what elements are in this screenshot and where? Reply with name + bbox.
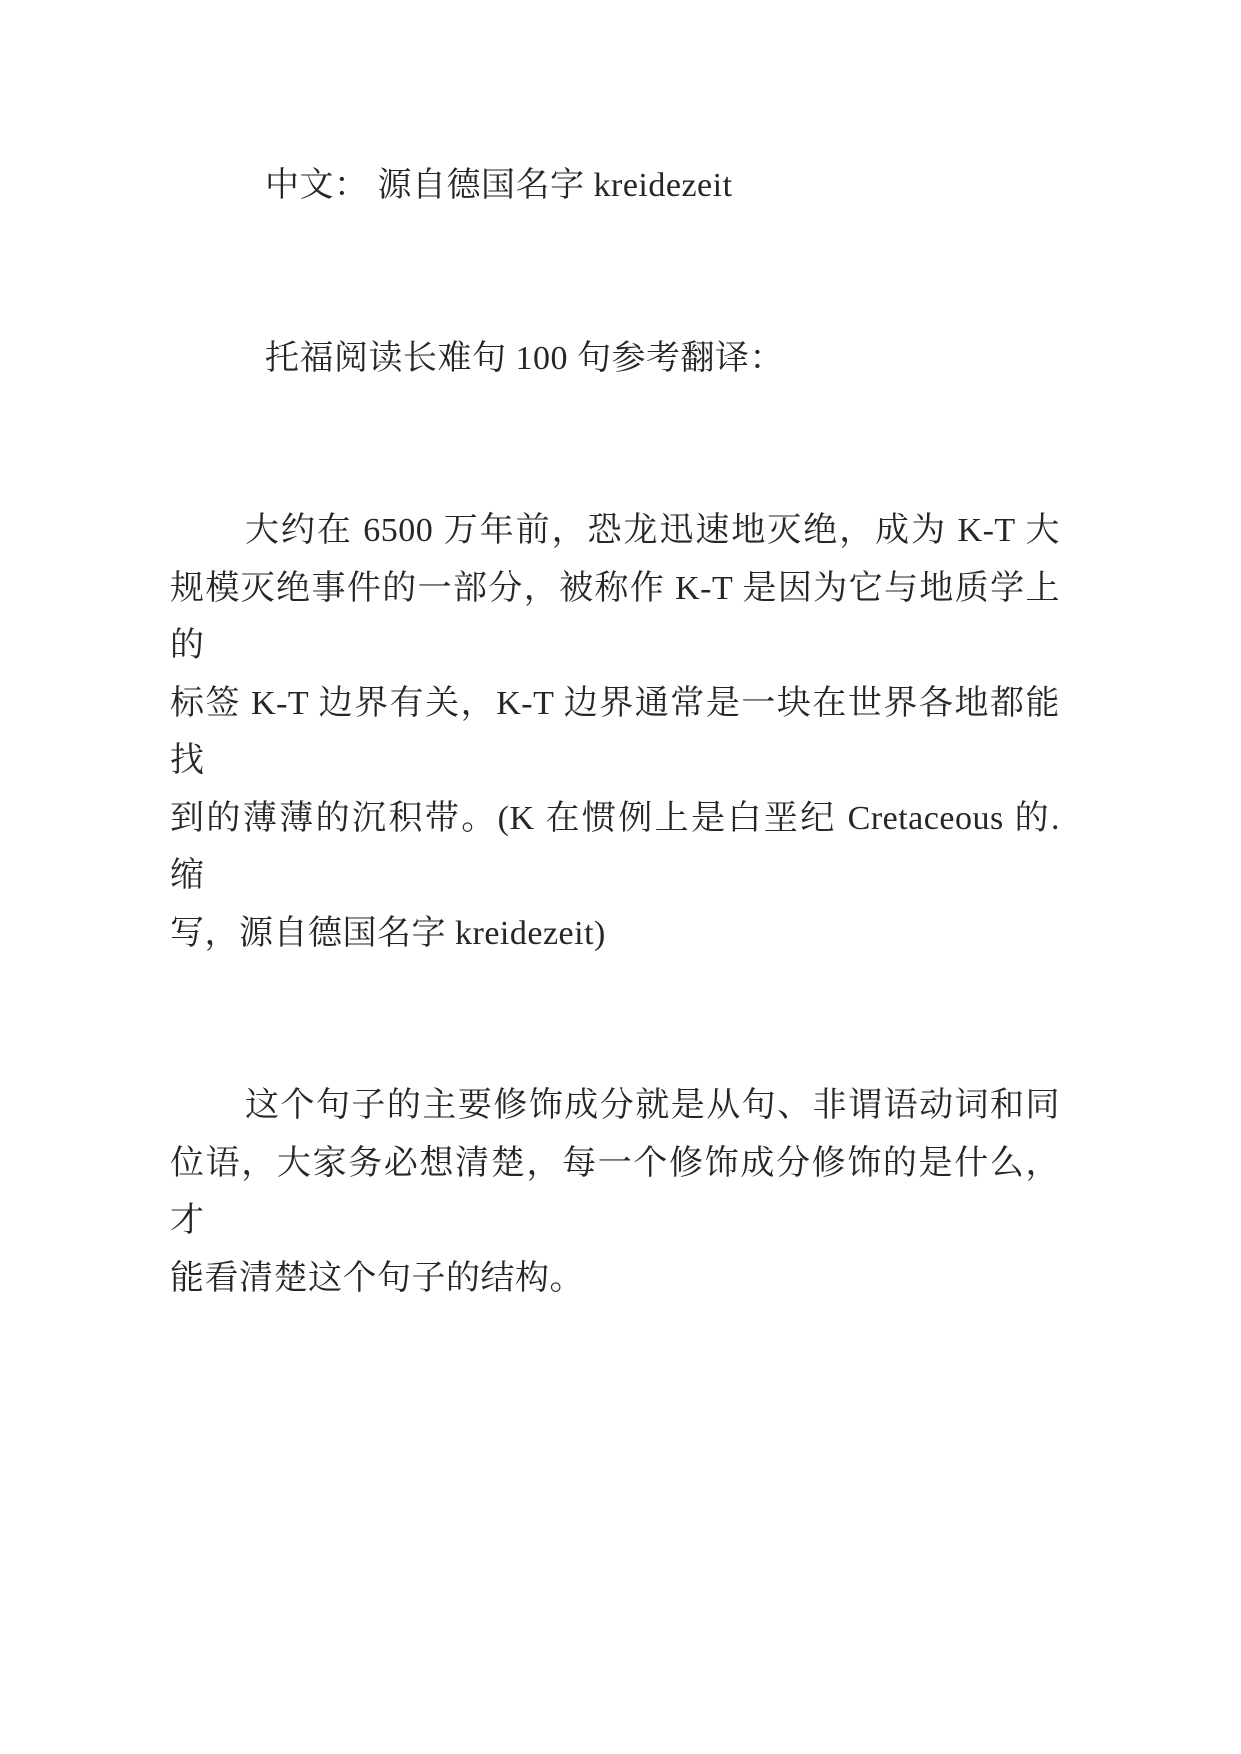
text-line: 大约在 6500 万年前，恐龙迅速地灭绝，成为 K-T 大 (245, 512, 1060, 549)
text-line: 能看清楚这个句子的结构。 (170, 1259, 584, 1297)
text-line: 位语，大家务必想清楚，每一个修饰成分修饰的是什么，才 (170, 1144, 1060, 1239)
text-line: 托福阅读长难句 100 句参考翻译： (265, 339, 784, 377)
paragraph (170, 157, 1060, 215)
text-line: 写，源自德国名字 kreidezeit) (170, 914, 606, 952)
document-body (170, 157, 1060, 1307)
paragraph (170, 330, 1060, 388)
text-line: 标签 K-T 边界有关，K-T 边界通常是一块在世界各地都能找 (170, 684, 1060, 779)
text-line: 规模灭绝事件的一部分，被称作 K-T 是因为它与地质学上的 (170, 569, 1060, 664)
text-line: 这个句子的主要修饰成分就是从句、非谓语动词和同 (245, 1087, 1060, 1124)
paragraph (170, 1077, 1060, 1307)
paragraph (170, 502, 1060, 962)
text-line: 到的薄薄的沉积带。(K 在惯例上是白垩纪 Cretaceous 的. 缩 (170, 799, 1060, 894)
text-line: 中文： 源自德国名字 kreidezeit (265, 167, 733, 204)
